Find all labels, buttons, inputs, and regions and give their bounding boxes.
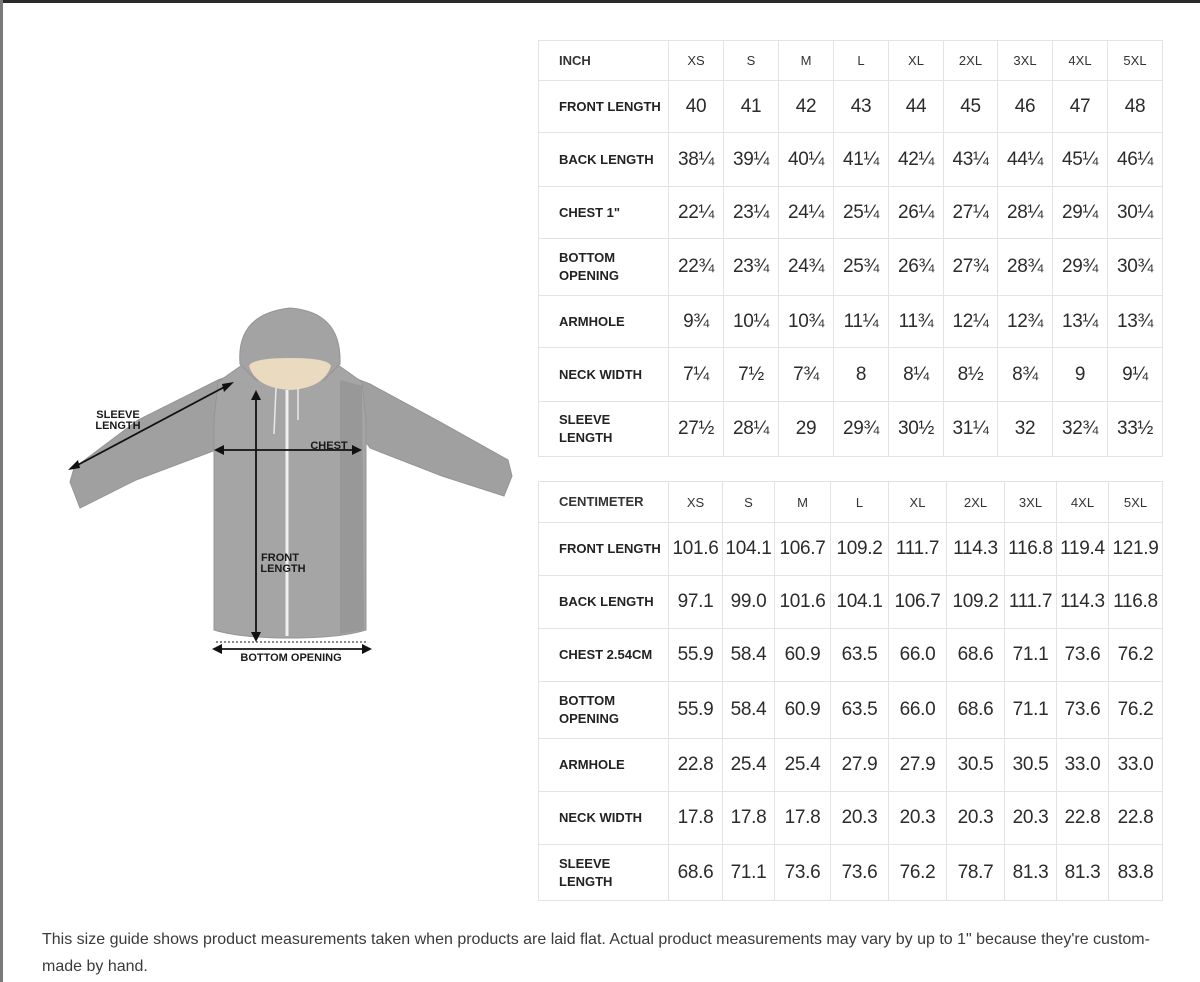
table-cell: 9¾ (669, 296, 724, 348)
table-row (539, 81, 1163, 133)
size-header: L (834, 41, 889, 81)
table-cell: 104.1 (831, 576, 889, 629)
table-cell: 99.0 (723, 576, 775, 629)
table-cell: 8½ (944, 348, 998, 402)
inch-size-table (538, 40, 1163, 457)
cm-header-row (539, 482, 1163, 523)
table-cell: 12¾ (998, 296, 1053, 348)
table-cell: 27.9 (889, 739, 947, 792)
table-cell: 31¼ (944, 402, 998, 457)
table-cell: 29¾ (1053, 239, 1108, 296)
row-label: NECK WIDTH (539, 348, 669, 402)
size-header: 2XL (944, 41, 998, 81)
table-row (539, 845, 1163, 901)
table-row (539, 629, 1163, 682)
table-row (539, 187, 1163, 239)
table-cell: 44¼ (998, 133, 1053, 187)
table-cell: 44 (889, 81, 944, 133)
table-row (539, 296, 1163, 348)
table-cell: 17.8 (775, 792, 831, 845)
table-row (539, 402, 1163, 457)
front-length-label-line2: LENGTH (260, 563, 306, 575)
table-cell: 97.1 (669, 576, 723, 629)
table-cell: 27¼ (944, 187, 998, 239)
bottom-opening-label: BOTTOM OPENING (240, 652, 342, 664)
table-cell: 81.3 (1005, 845, 1057, 901)
table-cell: 20.3 (831, 792, 889, 845)
table-cell: 116.8 (1109, 576, 1163, 629)
table-row (539, 348, 1163, 402)
table-cell: 58.4 (723, 629, 775, 682)
table-cell: 7¼ (669, 348, 724, 402)
row-label: BOTTOM OPENING (539, 682, 669, 739)
table-cell: 76.2 (1109, 682, 1163, 739)
inch-header-label: INCH (539, 41, 669, 81)
table-cell: 7¾ (779, 348, 834, 402)
centimeter-size-table (538, 481, 1163, 901)
row-label: FRONT LENGTH (539, 523, 669, 576)
table-cell: 29¼ (1053, 187, 1108, 239)
table-row (539, 239, 1163, 296)
table-cell: 111.7 (1005, 576, 1057, 629)
table-cell: 25¾ (834, 239, 889, 296)
table-cell: 22.8 (1057, 792, 1109, 845)
table-cell: 121.9 (1109, 523, 1163, 576)
size-header: S (724, 41, 779, 81)
table-cell: 30.5 (1005, 739, 1057, 792)
table-cell: 109.2 (831, 523, 889, 576)
top-border (0, 0, 1200, 3)
table-cell: 28¼ (724, 402, 779, 457)
size-header: XL (889, 41, 944, 81)
table-cell: 73.6 (775, 845, 831, 901)
table-cell: 33.0 (1109, 739, 1163, 792)
table-cell: 9 (1053, 348, 1108, 402)
table-cell: 24¾ (779, 239, 834, 296)
table-cell: 10¾ (779, 296, 834, 348)
chest-label: CHEST (310, 440, 348, 452)
table-cell: 13¼ (1053, 296, 1108, 348)
table-cell: 55.9 (669, 682, 723, 739)
table-cell: 10¼ (724, 296, 779, 348)
table-cell: 9¼ (1108, 348, 1163, 402)
table-cell: 17.8 (669, 792, 723, 845)
table-cell: 28¾ (998, 239, 1053, 296)
table-cell: 81.3 (1057, 845, 1109, 901)
table-cell: 25¼ (834, 187, 889, 239)
sleeve-length-label-line2: LENGTH (95, 420, 141, 432)
size-header: 5XL (1108, 41, 1163, 81)
table-cell: 71.1 (1005, 629, 1057, 682)
table-cell: 22.8 (669, 739, 723, 792)
table-cell: 43 (834, 81, 889, 133)
row-label: BACK LENGTH (539, 576, 669, 629)
table-cell: 106.7 (889, 576, 947, 629)
table-cell: 13¾ (1108, 296, 1163, 348)
row-label: ARMHOLE (539, 296, 669, 348)
table-cell: 38¼ (669, 133, 724, 187)
inch-header-row (539, 41, 1163, 81)
table-cell: 45 (944, 81, 998, 133)
table-cell: 20.3 (947, 792, 1005, 845)
row-label: NECK WIDTH (539, 792, 669, 845)
table-cell: 73.6 (831, 845, 889, 901)
table-cell: 20.3 (1005, 792, 1057, 845)
row-label: CHEST 2.54CM (539, 629, 669, 682)
table-cell: 27½ (669, 402, 724, 457)
left-border (0, 0, 3, 982)
table-cell: 11¼ (834, 296, 889, 348)
garment-illustration (40, 300, 520, 680)
table-cell: 22.8 (1109, 792, 1163, 845)
table-cell: 40¼ (779, 133, 834, 187)
table-cell: 24¼ (779, 187, 834, 239)
table-cell: 20.3 (889, 792, 947, 845)
table-cell: 68.6 (947, 682, 1005, 739)
table-cell: 29 (779, 402, 834, 457)
row-label: SLEEVE LENGTH (539, 402, 669, 457)
table-cell: 43¼ (944, 133, 998, 187)
table-cell: 8¼ (889, 348, 944, 402)
table-cell: 42 (779, 81, 834, 133)
table-cell: 41¼ (834, 133, 889, 187)
table-cell: 78.7 (947, 845, 1005, 901)
table-cell: 114.3 (947, 523, 1005, 576)
table-cell: 109.2 (947, 576, 1005, 629)
table-row (539, 682, 1163, 739)
size-guide-note: This size guide shows product measurements taken when products are laid flat. Actual product measurements may vary by up to 1" because they're custom-made by hand. (42, 931, 1150, 975)
table-cell: 45¼ (1053, 133, 1108, 187)
table-cell: 25.4 (775, 739, 831, 792)
size-header: 4XL (1053, 41, 1108, 81)
table-cell: 73.6 (1057, 629, 1109, 682)
row-label: SLEEVE LENGTH (539, 845, 669, 901)
table-cell: 111.7 (889, 523, 947, 576)
table-cell: 29¾ (834, 402, 889, 457)
table-cell: 116.8 (1005, 523, 1057, 576)
table-cell: 68.6 (947, 629, 1005, 682)
table-cell: 63.5 (831, 682, 889, 739)
table-cell: 39¼ (724, 133, 779, 187)
size-header: M (775, 482, 831, 523)
parka-diagram (40, 300, 520, 680)
table-cell: 7½ (724, 348, 779, 402)
table-cell: 8¾ (998, 348, 1053, 402)
table-cell: 12¼ (944, 296, 998, 348)
body-shadow (340, 380, 364, 634)
table-cell: 27¾ (944, 239, 998, 296)
row-label: ARMHOLE (539, 739, 669, 792)
table-cell: 22¾ (669, 239, 724, 296)
table-cell: 30½ (889, 402, 944, 457)
cm-header-label: CENTIMETER (539, 482, 669, 523)
size-header: 3XL (1005, 482, 1057, 523)
table-cell: 30.5 (947, 739, 1005, 792)
row-label: BACK LENGTH (539, 133, 669, 187)
table-cell: 76.2 (1109, 629, 1163, 682)
table-cell: 42¼ (889, 133, 944, 187)
table-cell: 30¾ (1108, 239, 1163, 296)
table-cell: 63.5 (831, 629, 889, 682)
table-cell: 27.9 (831, 739, 889, 792)
table-cell: 41 (724, 81, 779, 133)
table-cell: 76.2 (889, 845, 947, 901)
size-header: 3XL (998, 41, 1053, 81)
table-cell: 32¾ (1053, 402, 1108, 457)
table-cell: 46 (998, 81, 1053, 133)
table-cell: 66.0 (889, 629, 947, 682)
table-cell: 71.1 (723, 845, 775, 901)
table-cell: 104.1 (723, 523, 775, 576)
size-header: XS (669, 41, 724, 81)
row-label: BOTTOM OPENING (539, 239, 669, 296)
sleeve-length-label-line1: SLEEVE (96, 409, 140, 421)
table-cell: 25.4 (723, 739, 775, 792)
size-header: 2XL (947, 482, 1005, 523)
table-row (539, 133, 1163, 187)
table-row (539, 576, 1163, 629)
table-cell: 46¼ (1108, 133, 1163, 187)
table-cell: 32 (998, 402, 1053, 457)
table-cell: 114.3 (1057, 576, 1109, 629)
table-cell: 55.9 (669, 629, 723, 682)
row-label: CHEST 1" (539, 187, 669, 239)
table-cell: 60.9 (775, 629, 831, 682)
table-cell: 106.7 (775, 523, 831, 576)
table-cell: 17.8 (723, 792, 775, 845)
table-cell: 73.6 (1057, 682, 1109, 739)
size-header: 5XL (1109, 482, 1163, 523)
table-cell: 8 (834, 348, 889, 402)
table-cell: 58.4 (723, 682, 775, 739)
table-cell: 40 (669, 81, 724, 133)
table-cell: 11¾ (889, 296, 944, 348)
table-cell: 23¼ (724, 187, 779, 239)
table-cell: 28¼ (998, 187, 1053, 239)
table-cell: 101.6 (669, 523, 723, 576)
table-cell: 22¼ (669, 187, 724, 239)
row-label: FRONT LENGTH (539, 81, 669, 133)
table-cell: 66.0 (889, 682, 947, 739)
table-row (539, 523, 1163, 576)
size-header: S (723, 482, 775, 523)
table-cell: 119.4 (1057, 523, 1109, 576)
table-cell: 83.8 (1109, 845, 1163, 901)
front-length-label-line1: FRONT (261, 552, 299, 564)
table-cell: 101.6 (775, 576, 831, 629)
table-cell: 47 (1053, 81, 1108, 133)
table-cell: 26¼ (889, 187, 944, 239)
table-row (539, 792, 1163, 845)
size-header: XL (889, 482, 947, 523)
table-cell: 60.9 (775, 682, 831, 739)
table-cell: 23¾ (724, 239, 779, 296)
table-row (539, 739, 1163, 792)
size-header: 4XL (1057, 482, 1109, 523)
size-header: M (779, 41, 834, 81)
table-cell: 26¾ (889, 239, 944, 296)
table-cell: 30¼ (1108, 187, 1163, 239)
table-cell: 33.0 (1057, 739, 1109, 792)
table-cell: 33½ (1108, 402, 1163, 457)
size-header: XS (669, 482, 723, 523)
table-cell: 71.1 (1005, 682, 1057, 739)
table-cell: 48 (1108, 81, 1163, 133)
size-header: L (831, 482, 889, 523)
table-cell: 68.6 (669, 845, 723, 901)
